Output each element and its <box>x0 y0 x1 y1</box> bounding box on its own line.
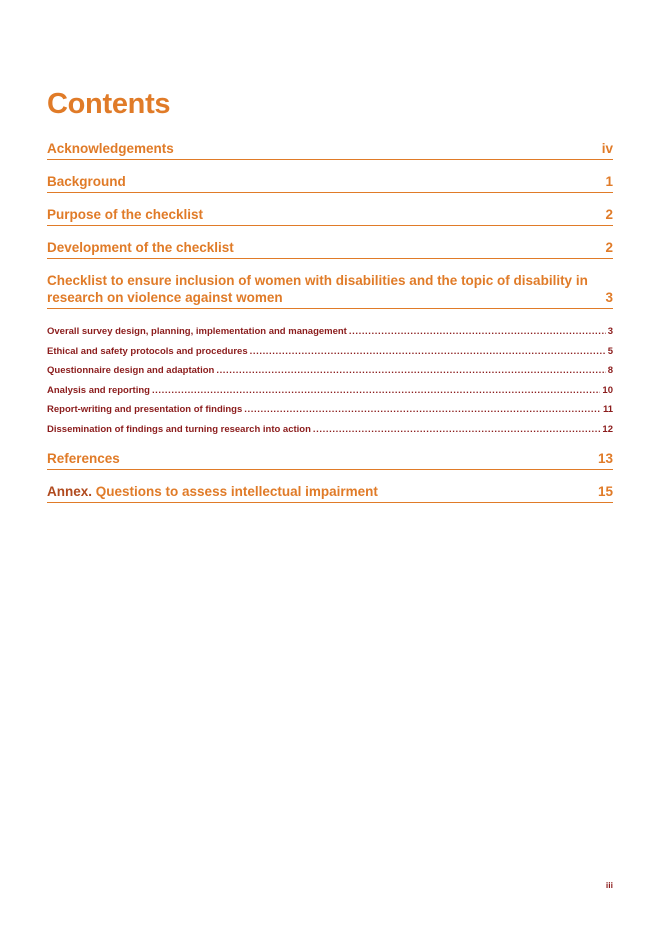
toc-entry-label <box>47 483 378 500</box>
toc-entry-references[interactable] <box>47 450 613 470</box>
toc-sub-page: 5 <box>607 345 613 357</box>
toc-entry-page: 2 <box>605 240 613 255</box>
dot-leader <box>216 361 605 381</box>
toc-entry-purpose[interactable] <box>47 206 613 226</box>
toc-sub-list <box>47 322 613 439</box>
dot-leader <box>313 420 601 440</box>
toc-sub-page: 12 <box>602 423 613 435</box>
toc-entry-page: 3 <box>605 290 613 305</box>
toc-sub-entry[interactable] <box>47 342 613 362</box>
toc-entry-label: Acknowledgements <box>47 141 174 156</box>
toc-entry-label: Checklist to ensure inclusion of women with disabilities and the topic of disability in research on violence against women <box>47 273 588 305</box>
toc-sub-label: Dissemination of findings and turning research into action <box>47 423 311 435</box>
toc-entry-label: Development of the checklist <box>47 240 234 255</box>
annex-prefix: Annex. <box>47 484 93 499</box>
toc-sub-label: Analysis and reporting <box>47 384 150 396</box>
toc-sub-page: 10 <box>602 384 613 396</box>
table-of-contents <box>47 140 613 516</box>
toc-sub-label: Overall survey design, planning, implementation and management <box>47 326 347 337</box>
toc-entry-label: Purpose of the checklist <box>47 207 204 222</box>
toc-entry-page: 15 <box>597 484 613 499</box>
toc-sub-label: Ethical and safety protocols and procedures <box>47 345 248 357</box>
toc-sub-entry[interactable] <box>47 322 613 342</box>
toc-entry-acknowledgements[interactable] <box>47 140 613 160</box>
annex-title: Questions to assess intellectual impairment <box>95 484 378 499</box>
toc-entry-background[interactable] <box>47 173 613 193</box>
toc-entry-label: Background <box>47 174 126 189</box>
toc-sub-label: Report-writing and presentation of findings <box>47 404 243 415</box>
toc-sub-page: 8 <box>607 365 613 376</box>
toc-sub-page: 3 <box>607 326 613 337</box>
toc-sub-entry[interactable] <box>47 381 613 401</box>
toc-sub-page: 11 <box>602 404 613 415</box>
toc-entry-development[interactable] <box>47 239 613 259</box>
page-number: iii <box>605 880 613 890</box>
dot-leader <box>250 342 606 362</box>
toc-sub-entry[interactable] <box>47 400 613 420</box>
toc-sub-entry[interactable] <box>47 361 613 381</box>
toc-entry-page: 1 <box>605 174 613 189</box>
dot-leader <box>349 322 606 342</box>
toc-sub-label: Questionnaire design and adaptation <box>47 365 215 376</box>
dot-leader <box>244 400 601 420</box>
toc-entry-page: 2 <box>605 207 613 222</box>
toc-entry-page: iv <box>601 141 613 156</box>
toc-sub-entry[interactable] <box>47 420 613 440</box>
toc-entry-label: References <box>47 451 120 466</box>
page-title: Contents <box>47 88 171 120</box>
toc-entry-annex[interactable] <box>47 483 613 503</box>
dot-leader <box>152 381 600 401</box>
toc-entry-page: 13 <box>597 451 613 466</box>
toc-entry-checklist[interactable] <box>47 272 613 309</box>
